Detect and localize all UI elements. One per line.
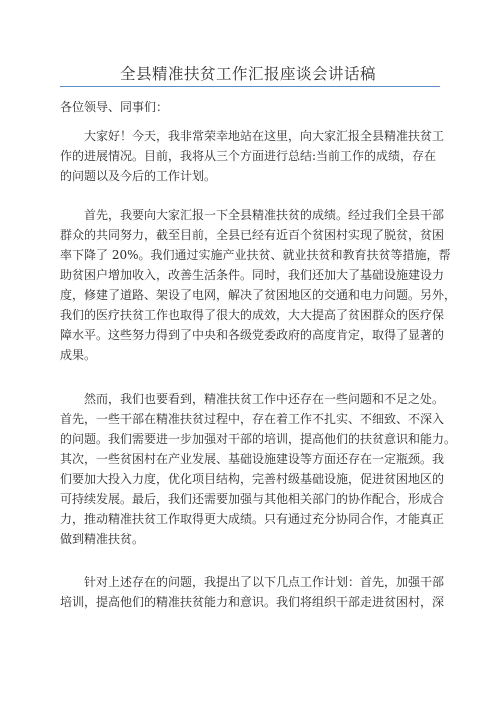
paragraph-line: 力，推动精准扶贫工作取得更大成绩。只有通过充分协同合作，才能真正 [60, 512, 445, 526]
paragraph-line: 作的进展情况。目前，我将从三个方面进行总结:当前工作的成绩，存在 [60, 149, 437, 163]
paragraph-line: 障水平。这些努力得到了中央和各级党委政府的高度肯定，取得了显著的 [60, 328, 445, 342]
paragraph-line: 然而，我们也要看到，精准扶贫工作中还存在一些问题和不足之处。 [84, 392, 445, 406]
paragraph-line: 针对上述存在的问题，我提出了以下几点工作计划：首先，加强干部 [84, 575, 445, 589]
paragraph-line: 可持续发展。最后，我们还需要加强与其他相关部门的协作配合，形成合 [60, 492, 445, 506]
paragraph-line: 首先，一些干部在精准扶贫过程中，存在着工作不扎实、不细致、不深入 [60, 412, 445, 426]
paragraph-4 [60, 572, 445, 612]
paragraph-line: 的问题以及今后的工作计划。 [60, 169, 217, 183]
paragraph-line: 其次，一些贫困村在产业发展、基础设施建设等方面还存在一定瓶颈。我 [60, 452, 445, 466]
paragraph-3 [60, 389, 457, 549]
paragraph-line: 度，修建了道路、架设了电网，解决了贫困地区的交通和电力问题。另外， [60, 288, 457, 302]
paragraph-line: 大家好！今天，我非常荣幸地站在这里，向大家汇报全县精准扶贫工 [84, 129, 445, 143]
paragraph-line: 成果。 [60, 348, 97, 362]
paragraph-line: 群众的共同努力，截至目前，全县已经有近百个贫困村实现了脱贫，贫困 [60, 228, 445, 242]
paragraph-line: 做到精准扶贫。 [60, 532, 145, 546]
document-title: 全县精准扶贫工作汇报座谈会讲话稿 [119, 65, 376, 83]
paragraph-1 [60, 126, 445, 186]
paragraph-2 [60, 205, 457, 365]
paragraph-line: 的问题。我们需要进一步加强对干部的培训，提高他们的扶贫意识和能力。 [60, 432, 457, 446]
greeting: 各位领导、同事们： [60, 100, 169, 114]
title-divider [60, 86, 440, 87]
paragraph-line: 培训，提高他们的精准扶贫能力和意识。我们将组织干部走进贫困村，深 [60, 595, 445, 609]
paragraph-line: 们要加大投入力度，优化项目结构，完善村级基础设施，促进贫困地区的 [60, 472, 445, 486]
paragraph-line: 我们的医疗扶贫工作也取得了很大的成效，大大提高了贫困群众的医疗保 [60, 308, 445, 322]
paragraph-line: 首先，我要向大家汇报一下全县精准扶贫的成绩。经过我们全县干部 [84, 208, 445, 222]
paragraph-line: 助贫困户增加收入，改善生活条件。同时，我们还加大了基础设施建设力 [60, 268, 445, 282]
paragraph-line: 率下降了 20%。我们通过实施产业扶贫、就业扶贫和教育扶贫等措施，帮 [60, 248, 451, 262]
